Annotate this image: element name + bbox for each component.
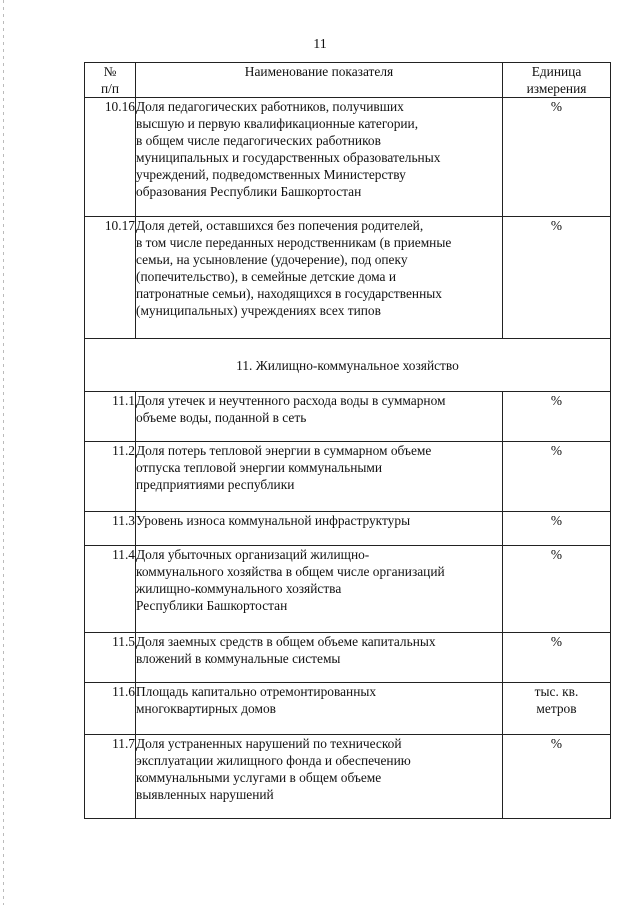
section-title: 11. Жилищно-коммунальное хозяйство	[85, 339, 611, 392]
indicators-table	[84, 62, 611, 819]
row-number: 11.2	[85, 442, 136, 512]
table-row	[85, 546, 611, 633]
row-number: 11.7	[85, 735, 136, 819]
row-unit: %	[503, 633, 611, 683]
row-unit: %	[503, 546, 611, 633]
row-unit: %	[503, 735, 611, 819]
row-number: 11.4	[85, 546, 136, 633]
table-row	[85, 442, 611, 512]
row-number: 11.6	[85, 683, 136, 735]
row-indicator-name: Доля утечек и неучтенного расхода воды в суммарном объеме воды, поданной в сеть	[136, 392, 503, 442]
table-row	[85, 683, 611, 735]
section-row	[85, 339, 611, 392]
row-unit: тыс. кв. метров	[503, 683, 611, 735]
row-number: 11.1	[85, 392, 136, 442]
header-unit: Единица измерения	[503, 63, 611, 98]
row-indicator-name: Площадь капитально отремонтированных многоквартирных домов	[136, 683, 503, 735]
row-unit: %	[503, 217, 611, 339]
row-indicator-name: Доля устраненных нарушений по технической эксплуатации жилищного фонда и обеспечению коммунальными услугами в общем объеме выявленных нарушений	[136, 735, 503, 819]
row-unit: %	[503, 512, 611, 546]
row-unit: %	[503, 392, 611, 442]
table-row	[85, 98, 611, 217]
row-unit: %	[503, 442, 611, 512]
header-row	[85, 63, 611, 98]
row-indicator-name: Доля педагогических работников, получивших высшую и первую квалификационные категории, в общем числе педагогических работников муниципальных и государственных образовательных учреждений, подведомственных Министерству образования Республики Башкортостан	[136, 98, 503, 217]
row-number: 11.3	[85, 512, 136, 546]
row-number: 10.17	[85, 217, 136, 339]
table-row	[85, 633, 611, 683]
row-indicator-name: Доля убыточных организаций жилищно- коммунального хозяйства в общем числе организаций жилищно-коммунального хозяйства Республики Башкортостан	[136, 546, 503, 633]
row-indicator-name: Уровень износа коммунальной инфраструктуры	[136, 512, 503, 546]
row-indicator-name: Доля детей, оставшихся без попечения родителей, в том числе переданных неродственникам (в приемные семьи, на усыновление (удочерение), под опеку (попечительство), в семейные детские дома и патронатные семьи), находящихся в государственных (муниципальных) учреждениях всех типов	[136, 217, 503, 339]
header-num: № п/п	[85, 63, 136, 98]
row-unit: %	[503, 98, 611, 217]
row-number: 11.5	[85, 633, 136, 683]
scan-edge	[3, 0, 4, 905]
row-indicator-name: Доля заемных средств в общем объеме капитальных вложений в коммунальные системы	[136, 633, 503, 683]
page-number: 11	[313, 37, 327, 52]
table-row	[85, 217, 611, 339]
table-row	[85, 392, 611, 442]
table-row	[85, 512, 611, 546]
table-row	[85, 735, 611, 819]
row-number: 10.16	[85, 98, 136, 217]
header-name: Наименование показателя	[136, 63, 503, 98]
row-indicator-name: Доля потерь тепловой энергии в суммарном объеме отпуска тепловой энергии коммунальными предприятиями республики	[136, 442, 503, 512]
